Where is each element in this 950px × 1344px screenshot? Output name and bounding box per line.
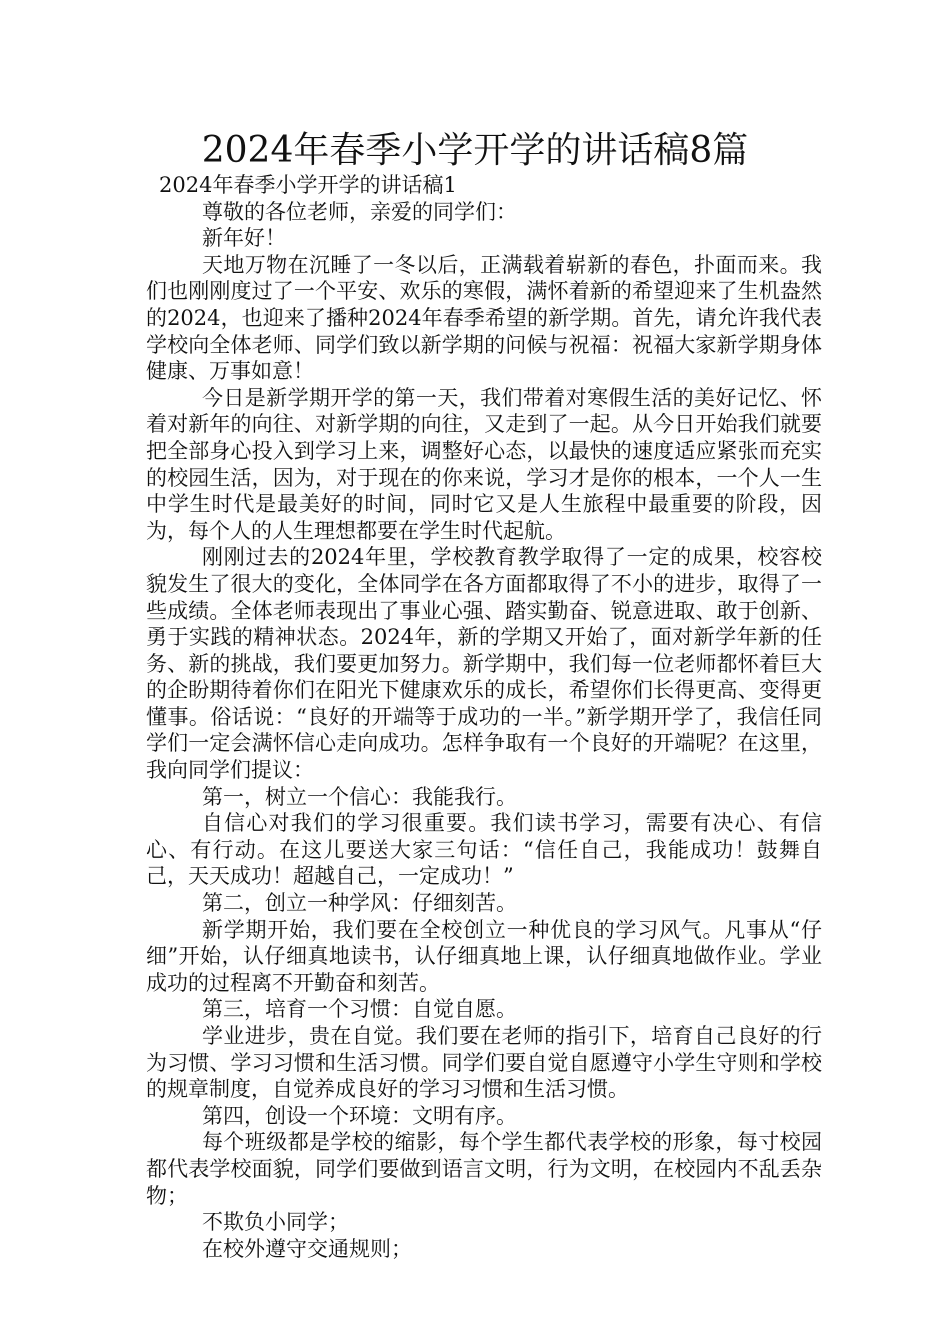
point-heading: 第三，培育一个习惯：自觉自愿。 [202, 997, 517, 1022]
point-heading: 第二，创立一种学风：仔细刻苦。 [202, 891, 517, 916]
section-subtitle: 2024年春季小学开学的讲话稿1 [159, 173, 457, 197]
paragraph: 今日是新学期开学的第一天，我们带着对寒假生活的美好记忆、怀着对新年的向往、对新学期的向往，又走到了一起。从今日开始我们就要把全部身心投入到学习上来，调整好心态，以最快的速度适应紧张而充实的校园生活，因为，对于现在的你来说，学习才是你的根本，一个人一生中学生时代是最美好的时间，同时它又是人生旅程中最重要的阶段，因为，每个人的人生理想都要在学生时代起航。 [146, 385, 822, 543]
point-heading: 第一，树立一个信心：我能我行。 [202, 784, 517, 809]
greeting: 新年好！ [202, 226, 286, 251]
paragraph-line: 在校外遵守交通规则； [202, 1236, 412, 1261]
paragraph: 每个班级都是学校的缩影，每个学生都代表学校的形象，每寸校园都代表学校面貌，同学们要做到语言文明，行为文明，在校园内不乱丢杂物； [146, 1130, 822, 1208]
document-body [146, 172, 822, 1262]
point-heading: 第四，创设一个环境：文明有序。 [202, 1103, 517, 1128]
paragraph: 新学期开始，我们要在全校创立一种优良的学习风气。凡事从“仔细”开始，认仔细真地读书，认仔细真地上课，认仔细真地做作业。学业成功的过程离不开勤奋和刻苦。 [146, 917, 822, 995]
paragraph: 刚刚过去的2024年里，学校教育教学取得了一定的成果，校容校貌发生了很大的变化，全体同学在各方面都取得了不小的进步，取得了一些成绩。全体老师表现出了事业心强、踏实勤奋、锐意进取、敢于创新、勇于实践的精神状态。2024年，新的学期又开始了，面对新学年新的任务、新的挑战，我们要更加努力。新学期中，我们每一位老师都怀着巨大的企盼期待着你们在阳光下健康欢乐的成长，希望你们长得更高、变得更懂事。俗话说：“良好的开端等于成功的一半。”新学期开学了，我信任同学们一定会满怀信心走向成功。怎样争取有一个良好的开端呢？在这里，我向同学们提议： [146, 545, 822, 783]
paragraph: 自信心对我们的学习很重要。我们读书学习，需要有决心、有信心、有行动。在这儿要送大家三句话：“信任自己，我能成功！鼓舞自己，天天成功！超越自己，一定成功！” [146, 811, 822, 889]
paragraph: 学业进步，贵在自觉。我们要在老师的指引下，培育自己良好的行为习惯、学习习惯和生活习惯。同学们要自觉自愿遵守小学生守则和学校的规章制度，自觉养成良好的学习习惯和生活习惯。 [146, 1024, 822, 1102]
paragraph-line: 不欺负小同学； [202, 1210, 349, 1235]
paragraph: 天地万物在沉睡了一冬以后，正满载着崭新的春色，扑面而来。我们也刚刚度过了一个平安、欢乐的寒假，满怀着新的希望迎来了生机盎然的2024，也迎来了播种2024年春季希望的新学期。首先，请允许我代表学校向全体老师、同学们致以新学期的问候与祝福：祝福大家新学期身体健康、万事如意！ [146, 252, 822, 384]
document-title: 2024年春季小学开学的讲话稿8篇 [201, 130, 749, 171]
salutation: 尊敬的各位老师，亲爱的同学们： [202, 199, 517, 224]
